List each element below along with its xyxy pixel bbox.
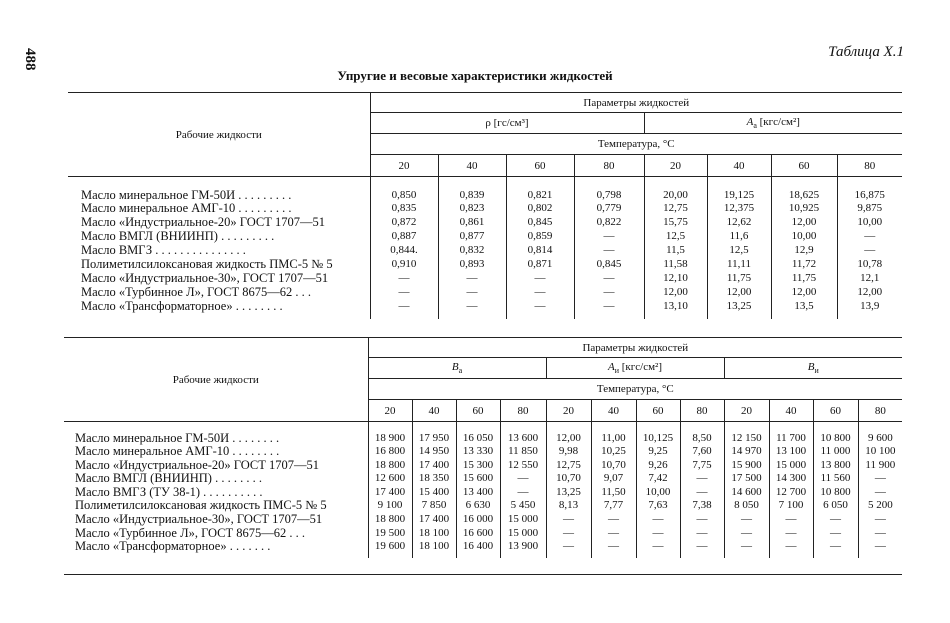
value-cell: 0,832 — [459, 244, 485, 257]
temperature-2: 60 — [456, 400, 500, 422]
value-cell: — — [874, 540, 886, 553]
value-cell: 0,844. — [390, 244, 418, 257]
value-cell: 11,6 — [729, 230, 749, 243]
value-cell: 9,26 — [648, 458, 668, 471]
value-cell: — — [517, 472, 529, 485]
value-cell: — — [696, 472, 708, 485]
value-cell: — — [603, 299, 615, 312]
value-column-0 — [370, 189, 438, 319]
value-cell: 13,25 — [726, 299, 752, 312]
value-cell: 12,00 — [726, 285, 752, 298]
value-cell: 18 350 — [418, 472, 450, 485]
value-cell: 12,75 — [663, 202, 688, 215]
group-header-rho: ρ [гс/см³] — [370, 113, 644, 134]
value-cell: 13,25 — [556, 485, 581, 498]
value-cell: 12 600 — [374, 472, 406, 485]
value-cell: 12,75 — [556, 458, 581, 471]
value-cell: — — [741, 540, 752, 553]
value-cell: 10 100 — [865, 445, 896, 458]
value-cell: 15 000 — [507, 513, 539, 526]
value-cell: 15 000 — [775, 458, 807, 471]
value-cell: 12,10 — [663, 271, 688, 284]
value-cell: 5 200 — [867, 499, 893, 512]
value-cell: 17 400 — [418, 458, 450, 471]
fluid-name: Масло «Турбинное Л», ГОСТ 8675—62 . . . — [75, 525, 306, 540]
value-cell: 17 500 — [731, 472, 762, 485]
value-cell: 19 600 — [374, 540, 406, 553]
temperature-0: 20 — [370, 155, 438, 177]
temperature-5: 40 — [591, 400, 636, 422]
temperature-11: 80 — [858, 400, 902, 422]
value-cell: 13 330 — [462, 445, 494, 458]
value-cell: 13,5 — [794, 299, 814, 312]
value-cell: 9,07 — [603, 472, 624, 485]
value-cell: 18 100 — [418, 526, 450, 539]
value-cell: 11 700 — [776, 431, 806, 444]
value-cell: 19 500 — [374, 526, 406, 539]
value-cell: 0,877 — [459, 230, 485, 243]
value-cell: 12,00 — [556, 431, 581, 444]
value-column-5 — [591, 432, 636, 558]
value-cell: 11 850 — [508, 445, 538, 458]
value-cell: 13 900 — [507, 540, 539, 553]
value-cell: — — [696, 540, 708, 553]
value-cell: — — [398, 285, 410, 298]
value-cell: 14 970 — [731, 445, 762, 458]
value-cell: 0,887 — [391, 230, 417, 243]
fluid-name: Масло ВМГЛ (ВНИИНП) . . . . . . . . . — [81, 229, 275, 244]
column-header-fluids-2: Рабочие жидкости — [64, 338, 368, 422]
value-cell: 0,859 — [527, 230, 553, 243]
table-density-elasticity — [68, 92, 902, 319]
value-cell: 16 050 — [462, 431, 494, 444]
temperature-2: 60 — [506, 155, 574, 177]
value-cell: 19,125 — [723, 188, 755, 201]
value-cell: 11,58 — [663, 257, 688, 270]
value-cell: — — [741, 526, 752, 539]
value-cell: 7,38 — [692, 499, 712, 512]
fluid-name: Масло «Индустриальное-20» ГОСТ 1707—51 — [75, 457, 319, 472]
value-cell: 9,25 — [648, 445, 668, 458]
value-cell: 13 800 — [820, 458, 851, 471]
value-cell: 11 560 — [820, 472, 851, 485]
value-cell: 16 600 — [462, 526, 494, 539]
temperature-6: 60 — [771, 155, 837, 177]
value-cell: 13 400 — [462, 485, 494, 498]
value-cell: — — [603, 230, 615, 243]
value-cell: — — [652, 540, 664, 553]
temperature-header: Температура, °С — [370, 134, 902, 155]
fluid-name: Масло «Индустриальное-20» ГОСТ 1707—51 — [81, 215, 325, 230]
group-header-Ai — [546, 358, 724, 379]
value-cell: 6 630 — [465, 499, 491, 512]
value-cell: 15 400 — [418, 485, 450, 498]
value-cell: 10,125 — [642, 431, 674, 444]
value-cell: 10,70 — [601, 458, 626, 471]
value-cell: — — [603, 244, 615, 257]
value-cell: 11,00 — [601, 431, 626, 444]
subscript-a-2: а — [458, 366, 463, 376]
temperature-5: 40 — [707, 155, 771, 177]
value-cell: 15 600 — [462, 472, 494, 485]
value-cell: 6 050 — [823, 499, 848, 512]
value-cell: 20,00 — [663, 188, 688, 201]
temperature-10: 60 — [813, 400, 858, 422]
value-cell: 12,00 — [857, 285, 883, 298]
symbol-B: B — [451, 360, 459, 373]
group-header-A — [644, 113, 902, 134]
value-cell: — — [517, 485, 529, 498]
fluid-name: Масло минеральное ГМ-50И . . . . . . . . — [75, 431, 280, 445]
value-cell: 18,625 — [788, 188, 820, 201]
value-cell: 9 100 — [377, 499, 403, 512]
group-header-Ba — [368, 358, 546, 379]
value-cell: 11,72 — [791, 257, 817, 270]
value-cell: 13,10 — [663, 299, 688, 312]
value-cell: 10 800 — [820, 431, 851, 444]
value-cell: 15 300 — [462, 458, 494, 471]
fluid-name: Масло «Турбинное Л», ГОСТ 8675—62 . . . — [81, 284, 312, 299]
value-cell: 12 150 — [731, 431, 762, 444]
value-column-9 — [769, 432, 813, 558]
fluid-name: Масло ВМГЗ . . . . . . . . . . . . . . . — [81, 243, 246, 258]
temperature-7: 80 — [837, 155, 902, 177]
value-cell: 0,802 — [527, 202, 553, 215]
value-cell: — — [741, 513, 752, 526]
value-cell: 17 400 — [418, 513, 450, 526]
value-cell: — — [563, 526, 574, 539]
value-cell: 0,910 — [391, 257, 417, 270]
value-cell: 12,62 — [726, 216, 752, 229]
value-cell: 11,75 — [726, 271, 752, 284]
unit-A: [кгс/см²] — [759, 115, 800, 128]
value-cell: 12,9 — [794, 244, 814, 257]
value-column-11 — [858, 432, 902, 558]
value-column-3 — [574, 189, 644, 319]
column-header-fluids: Рабочие жидкости — [68, 93, 370, 177]
value-cell: — — [398, 299, 410, 312]
value-cell: 7 850 — [421, 499, 447, 512]
table-label: Таблица X.1 — [828, 44, 904, 60]
value-cell: 18 900 — [374, 431, 406, 444]
value-cell: 7,77 — [603, 499, 624, 512]
value-cell: 17 950 — [418, 431, 450, 444]
fluid-name: Масло минеральное АМГ-10 . . . . . . . . — [75, 444, 280, 459]
value-cell: — — [466, 285, 478, 298]
value-cell: 10,00 — [791, 230, 817, 243]
value-cell: 10,78 — [857, 257, 883, 270]
value-cell: 0,850 — [391, 188, 417, 201]
temperature-3: 80 — [574, 155, 644, 177]
value-cell: — — [563, 540, 574, 553]
value-cell: — — [830, 513, 841, 526]
fluid-name: Масло «Трансформаторное» . . . . . . . — [75, 539, 271, 554]
subscript-a: а — [753, 121, 757, 131]
value-cell: 11 000 — [820, 445, 851, 458]
subscript-i: и — [614, 366, 619, 376]
value-cell: — — [534, 271, 546, 284]
value-cell: 18 100 — [418, 540, 450, 553]
params-header-2: Параметры жидкостей — [368, 338, 902, 358]
value-cell: 10,925 — [788, 202, 820, 215]
value-cell: 13 600 — [507, 431, 539, 444]
fluid-names — [64, 432, 368, 558]
temperature-1: 40 — [412, 400, 456, 422]
value-cell: — — [864, 230, 876, 243]
value-cell: 11,11 — [727, 257, 751, 270]
value-cell: 8,50 — [692, 431, 712, 444]
value-cell: 16,875 — [854, 188, 885, 201]
value-cell: 9 600 — [867, 431, 893, 444]
value-cell: 8 050 — [734, 499, 759, 512]
value-cell: 7,42 — [648, 472, 668, 485]
value-cell: 15,75 — [663, 216, 688, 229]
value-cell: 7,60 — [692, 445, 712, 458]
value-column-4 — [644, 189, 707, 319]
temperature-7: 80 — [680, 400, 724, 422]
value-cell: — — [874, 526, 886, 539]
temperature-3: 80 — [500, 400, 546, 422]
value-cell: 0,821 — [527, 188, 553, 201]
value-cell: 18 800 — [374, 513, 406, 526]
params-header: Параметры жидкостей — [370, 93, 902, 113]
value-cell: 7 100 — [778, 499, 804, 512]
fluid-name: Масло минеральное ГМ-50И . . . . . . . . . — [81, 188, 292, 202]
value-cell: — — [608, 513, 619, 526]
bottom-rule — [64, 574, 902, 575]
value-cell: 0,823 — [459, 202, 485, 215]
value-cell: 12,1 — [860, 271, 880, 284]
fluid-name: Масло «Индустриальное-30», ГОСТ 1707—51 — [75, 512, 323, 527]
value-cell: 0,822 — [596, 216, 622, 229]
value-cell: 16 000 — [462, 513, 494, 526]
symbol-B-2: B — [807, 360, 815, 373]
value-cell: 15 000 — [507, 526, 539, 539]
value-cell: 0,779 — [596, 202, 622, 215]
value-cell: 18 800 — [374, 458, 406, 471]
temperature-6: 60 — [636, 400, 680, 422]
value-column-5 — [707, 189, 771, 319]
value-column-1 — [438, 189, 506, 319]
value-cell: — — [874, 513, 886, 526]
value-column-6 — [636, 432, 680, 558]
value-cell: 12,00 — [791, 216, 817, 229]
value-column-2 — [456, 432, 500, 558]
value-column-7 — [837, 189, 902, 319]
value-cell: 5 450 — [510, 499, 536, 512]
symbol-A-2: A — [607, 360, 615, 373]
value-cell: 0,845 — [527, 216, 553, 229]
value-cell: — — [785, 513, 797, 526]
value-cell: — — [603, 271, 615, 284]
value-column-7 — [680, 432, 724, 558]
value-column-6 — [771, 189, 837, 319]
value-cell: 10,00 — [645, 485, 671, 498]
value-cell: 0,839 — [459, 188, 485, 201]
value-cell: 14 600 — [731, 485, 762, 498]
temperature-9: 40 — [769, 400, 813, 422]
value-cell: 7,75 — [692, 458, 712, 471]
value-cell: — — [874, 472, 886, 485]
value-cell: 0,872 — [391, 216, 417, 229]
fluid-name: Масло «Индустриальное-30», ГОСТ 1707—51 — [81, 270, 329, 285]
value-cell: 12,5 — [729, 244, 749, 257]
value-cell: 11 900 — [865, 458, 896, 471]
value-cell: 17 400 — [374, 485, 406, 498]
value-cell: 12 550 — [507, 458, 539, 471]
value-cell: 12,5 — [665, 230, 686, 243]
fluid-names — [68, 189, 370, 319]
fluid-name: Масло минеральное АМГ-10 . . . . . . . . . — [81, 201, 292, 216]
value-cell: — — [696, 513, 708, 526]
temperature-4: 20 — [644, 155, 707, 177]
value-cell: 12,00 — [663, 285, 688, 298]
value-cell: 9,98 — [558, 445, 579, 458]
value-cell: — — [603, 285, 615, 298]
value-cell: 11,50 — [601, 485, 626, 498]
value-cell: 12,375 — [723, 202, 755, 215]
value-cell: 9,875 — [857, 202, 883, 215]
value-cell: 0,871 — [527, 257, 553, 270]
value-cell: — — [534, 285, 546, 298]
value-cell: 14 300 — [775, 472, 807, 485]
value-cell: 16 800 — [374, 445, 406, 458]
value-cell: — — [608, 526, 619, 539]
value-column-0 — [368, 432, 412, 558]
value-cell: — — [864, 244, 876, 257]
value-cell: 0,798 — [596, 188, 622, 201]
table-title: Упругие и весовые характеристики жидкостей — [337, 68, 613, 83]
value-cell: 0,814 — [527, 244, 553, 257]
value-cell: 12 700 — [775, 485, 807, 498]
temperature-0: 20 — [368, 400, 412, 422]
value-cell: 13,9 — [860, 299, 880, 312]
value-cell: 10 800 — [820, 485, 851, 498]
temperature-1: 40 — [438, 155, 506, 177]
value-cell: — — [608, 540, 619, 553]
value-cell: — — [830, 540, 841, 553]
value-column-8 — [724, 432, 769, 558]
page-number: 488 — [22, 48, 38, 71]
value-cell: 0,845 — [596, 257, 622, 270]
value-cell: 15 900 — [731, 458, 762, 471]
value-cell: 0,835 — [391, 202, 417, 215]
value-cell: 10,25 — [601, 445, 626, 458]
value-cell: — — [534, 299, 546, 312]
value-cell: — — [696, 485, 708, 498]
value-cell: — — [830, 526, 841, 539]
subscript-i-2: и — [814, 366, 819, 376]
value-cell: — — [785, 526, 797, 539]
value-cell: 10,00 — [857, 216, 883, 229]
value-column-10 — [813, 432, 858, 558]
value-cell: 10,70 — [556, 472, 581, 485]
value-column-1 — [412, 432, 456, 558]
value-cell: — — [652, 513, 664, 526]
value-cell: 12,00 — [791, 285, 817, 298]
value-cell: — — [652, 526, 664, 539]
value-cell: 13 100 — [775, 445, 807, 458]
value-cell: 16 400 — [462, 540, 494, 553]
fluid-name: Полиметилсилоксановая жидкость ПМС-5 № 5 — [81, 256, 333, 271]
value-column-3 — [500, 432, 546, 558]
fluid-name: Полиметилсилоксановая жидкость ПМС-5 № 5 — [75, 498, 327, 513]
value-cell: — — [874, 485, 886, 498]
value-cell: — — [696, 526, 708, 539]
unit-Ai: [кгс/см²] — [621, 360, 663, 373]
value-cell: 0,893 — [459, 257, 485, 270]
fluid-name: Масло ВМГЗ (ТУ 38-1) . . . . . . . . . . — [75, 484, 263, 499]
temperature-header-2: Температура, °С — [368, 379, 902, 400]
value-cell: 7,63 — [648, 499, 668, 512]
group-header-Bi — [724, 358, 902, 379]
value-cell: 0,861 — [459, 216, 485, 229]
temperature-8: 20 — [724, 400, 769, 422]
temperature-4: 20 — [546, 400, 591, 422]
value-cell: 11,5 — [666, 244, 685, 257]
fluid-name: Масло «Трансформаторное» . . . . . . . . — [81, 298, 283, 313]
value-cell: 8,13 — [558, 499, 579, 512]
value-cell: 11,75 — [791, 271, 817, 284]
value-cell: 14 950 — [418, 445, 450, 458]
symbol-A: A — [746, 115, 754, 128]
value-column-4 — [546, 432, 591, 558]
value-cell: — — [466, 271, 478, 284]
value-cell: — — [466, 299, 478, 312]
table-elasticity-coefficients — [64, 337, 902, 558]
fluid-name: Масло ВМГЛ (ВНИИНП) . . . . . . . . — [75, 471, 262, 486]
value-cell: — — [785, 540, 797, 553]
value-cell: — — [563, 513, 574, 526]
value-column-2 — [506, 189, 574, 319]
value-cell: — — [398, 271, 410, 284]
